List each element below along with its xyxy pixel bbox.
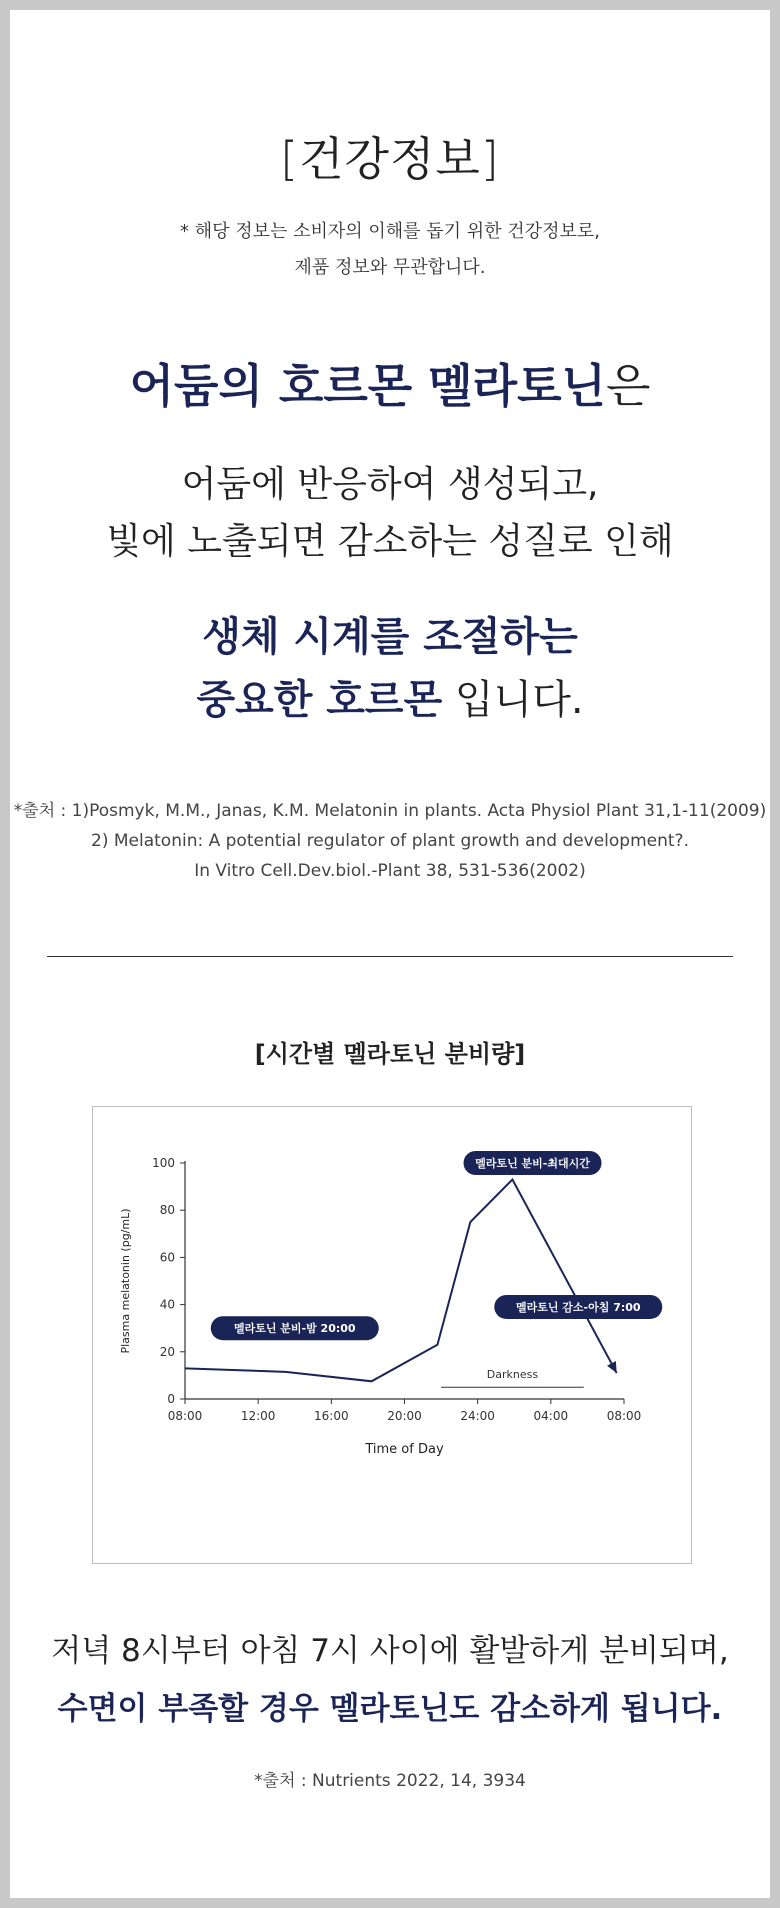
summary-line-2: 수면이 부족할 경우 멜라토닌도 감소하게 됩니다. [57, 1691, 723, 1727]
darkness-label: Darkness [486, 1368, 539, 1382]
emphasis-line-2-rest: 입니다. [442, 677, 584, 723]
references [10, 796, 770, 886]
y-axis-label: Plasma melatonin (pg/mL) [119, 1208, 132, 1354]
headline-rest: 은 [605, 359, 651, 413]
summary [10, 1622, 770, 1738]
disclaimer [10, 214, 770, 286]
summary-line-1: 저녁 8시부터 아침 7시 사이에 활발하게 분비되며, [51, 1633, 729, 1669]
y-tick-label: 80 [159, 1203, 175, 1218]
reference-line-2: 2) Melatonin: A potential regulator of plant growth and development?. [91, 831, 689, 851]
x-tick-label: 08:00 [606, 1409, 642, 1423]
emphasis-line-1: 생체 시계를 조절하는 [202, 614, 578, 660]
body-text [10, 456, 770, 570]
x-tick-label: 08:00 [167, 1409, 203, 1423]
emphasis-line-2-bold: 중요한 호르몬 [196, 677, 443, 723]
page [10, 10, 770, 1898]
reference-line-1: *출처 : 1)Posmyk, M.M., Janas, K.M. Melatonin in plants. Acta Physiol Plant 31,1-11(2009) [13, 801, 767, 821]
disclaimer-line-2: 제품 정보와 무관합니다. [294, 257, 486, 278]
melatonin-chart [93, 1107, 691, 1563]
series-line [185, 1180, 617, 1382]
disclaimer-line-1: * 해당 정보는 소비자의 이해를 돕기 위한 건강정보로, [180, 221, 600, 242]
body-line-1: 어둠에 반응하여 생성되고, [181, 464, 599, 505]
y-tick-label: 100 [152, 1156, 175, 1170]
y-tick-label: 40 [159, 1297, 175, 1312]
annotation-label: 멜라토닌 감소-아침 7:00 [515, 1300, 641, 1314]
y-tick-label: 60 [159, 1250, 175, 1265]
x-tick-label: 04:00 [533, 1409, 569, 1423]
page-title: [건강정보] [280, 132, 500, 186]
x-tick-label: 12:00 [240, 1409, 276, 1423]
section-divider [47, 956, 733, 957]
reference-line-3: In Vitro Cell.Dev.biol.-Plant 38, 531-536(2002) [194, 861, 586, 881]
chart-title: [시간별 멜라토닌 분비량] [254, 1040, 526, 1068]
annotation-label: 멜라토닌 분비-밤 20:00 [233, 1322, 356, 1336]
x-axis-label: Time of Day [365, 1442, 444, 1457]
emphasis [10, 606, 770, 732]
emphasis-line-2 [10, 669, 770, 732]
x-tick-label: 24:00 [460, 1409, 495, 1423]
body-line-2: 빛에 노출되면 감소하는 성질로 인해 [106, 521, 674, 562]
annotation-label: 멜라토닌 분비-최대시간 [475, 1157, 590, 1170]
chart-container [92, 1106, 692, 1564]
headline-bold: 어둠의 호르몬 멜라토닌 [129, 359, 606, 413]
x-tick-label: 20:00 [387, 1409, 422, 1423]
source-citation: *출처 : Nutrients 2022, 14, 3934 [254, 1771, 526, 1791]
headline [10, 350, 770, 416]
y-tick-label: 20 [159, 1344, 175, 1359]
y-tick-label: 0 [167, 1392, 175, 1406]
x-tick-label: 16:00 [314, 1409, 349, 1423]
